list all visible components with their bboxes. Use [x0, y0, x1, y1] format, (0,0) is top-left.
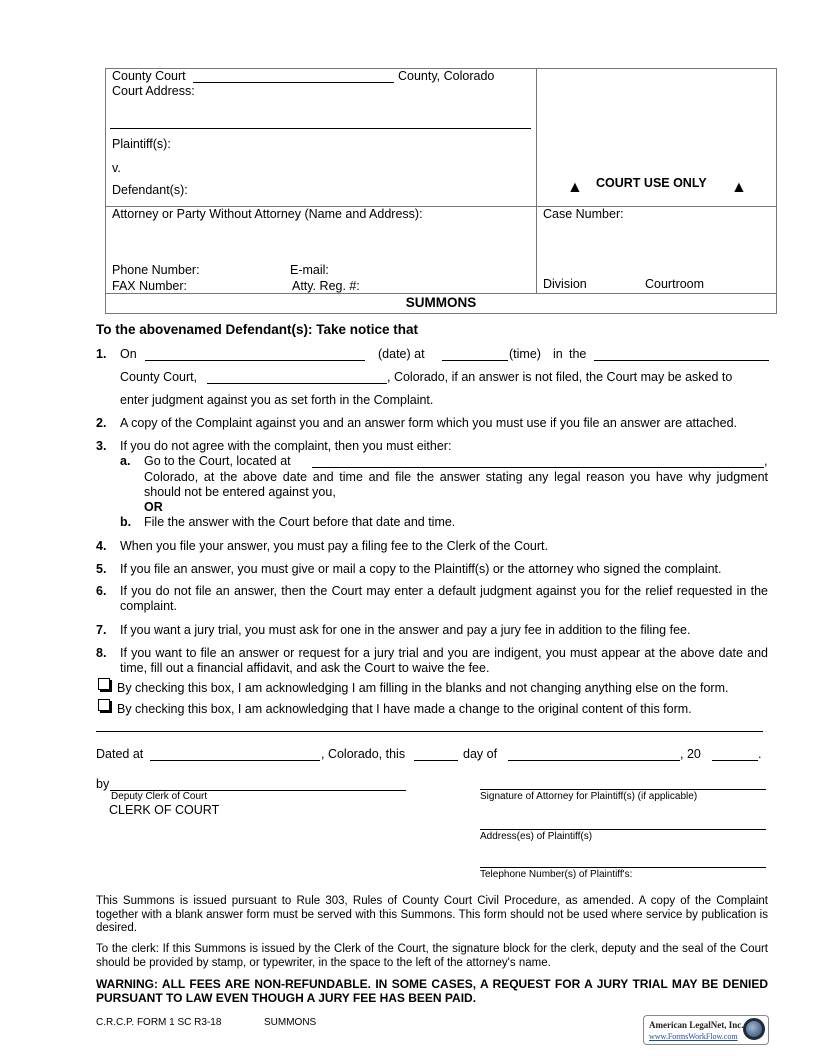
phone-label: Phone Number:: [112, 263, 200, 277]
warning-note: WARNING: ALL FEES ARE NON-REFUNDABLE. IN SOME CASES, A REQUEST FOR A JURY TRIAL MAY BE DENIED PURSUANT TO LAW EVEN THOUGH A JURY FEE HAS BEEN PAID.: [96, 977, 768, 1005]
caption-title-divider: [105, 293, 777, 294]
logo-line1: American LegalNet, Inc.: [649, 1020, 744, 1030]
courtroom-label: Courtroom: [645, 277, 705, 291]
divider-line: [96, 731, 763, 732]
item2-text: A copy of the Complaint against you and an answer form which you must use if you file an answer are attached.: [120, 416, 738, 430]
globe-icon: [743, 1018, 765, 1040]
item1-in: in: [553, 347, 563, 361]
item1-line3: enter judgment against you as set forth in the Complaint.: [120, 393, 434, 407]
county-colorado-label: County, Colorado: [398, 69, 495, 83]
item1-the: the: [569, 347, 587, 361]
comma: ,: [764, 454, 768, 468]
fax-label: FAX Number:: [112, 279, 188, 293]
acknowledge-change-checkbox[interactable]: [98, 699, 110, 711]
subitem-letter: a.: [120, 454, 131, 468]
plaintiffs-label: Plaintiff(s):: [112, 137, 171, 151]
attorney-label: Attorney or Party Without Attorney (Name and Address):: [112, 207, 423, 221]
day-of-label: day of: [463, 747, 498, 761]
month-field[interactable]: [508, 760, 680, 761]
item1-on: On: [120, 347, 137, 361]
checkbox2-label: By checking this box, I am acknowledging that I have made a change to the original content of this form.: [117, 702, 692, 716]
case-number-label: Case Number:: [543, 207, 624, 221]
item-number: 4.: [96, 539, 107, 553]
item1-date: (date) at: [378, 347, 425, 361]
plaintiff-address-field[interactable]: [480, 829, 766, 830]
county-field[interactable]: [207, 383, 387, 384]
county-court-label: County Court: [112, 69, 186, 83]
item3b-text: File the answer with the Court before that date and time.: [144, 515, 456, 529]
item1-time: (time): [509, 347, 541, 361]
publisher-logo[interactable]: [643, 1015, 769, 1045]
form-id: C.R.C.P. FORM 1 SC R3-18: [96, 1017, 222, 1028]
court-use-only-label: COURT USE ONLY: [596, 176, 707, 190]
clerk-label: CLERK OF COURT: [109, 803, 220, 817]
dated-place-field[interactable]: [150, 760, 320, 761]
item-number: 8.: [96, 646, 107, 660]
attorney-signature-label: Signature of Attorney for Plaintiff(s) (if applicable): [480, 791, 698, 802]
triangle-up-icon: ▲: [567, 179, 583, 196]
acknowledge-no-change-checkbox[interactable]: [98, 678, 110, 690]
by-label: by: [96, 777, 110, 791]
item5-text: If you file an answer, you must give or mail a copy to the Plaintiff(s) or the attorney who signed the complaint.: [120, 562, 722, 576]
or-label: OR: [144, 500, 163, 514]
atty-reg-label: Atty. Reg. #:: [292, 279, 360, 293]
addresses-label: Address(es) of Plaintiff(s): [480, 831, 593, 842]
item-number: 3.: [96, 439, 107, 453]
time-field[interactable]: [442, 360, 508, 361]
twenty-label: , 20: [680, 747, 701, 761]
clerk-note: To the clerk: If this Summons is issued by the Clerk of the Court, the signature block for the clerk, deputy and the seal of the Court should be provided by stamp, or typewriter, in the space to the left of the attorney's name.: [96, 943, 768, 969]
subitem-letter: b.: [120, 515, 132, 529]
item4-text: When you file your answer, you must pay a filing fee to the Clerk of the Court.: [120, 539, 548, 553]
attorney-signature-field[interactable]: [480, 789, 766, 790]
form-name: SUMMONS: [264, 1017, 317, 1028]
item3a-line1: Go to the Court, located at: [144, 454, 291, 468]
item6-text: If you do not file an answer, then the Court may enter a default judgment against you for the relief requested in the complaint.: [120, 584, 768, 613]
dated-at-label: Dated at: [96, 747, 144, 761]
caption-divider: [536, 68, 537, 294]
telephone-label: Telephone Number(s) of Plaintiff's:: [480, 869, 633, 880]
year-field[interactable]: [712, 760, 758, 761]
item-number: 1.: [96, 347, 107, 361]
county-name-field[interactable]: [193, 82, 394, 83]
versus-label: v.: [112, 161, 121, 175]
item3-text: If you do not agree with the complaint, then you must either:: [120, 439, 452, 453]
division-label: Division: [543, 277, 587, 291]
court-address-label: Court Address:: [112, 84, 195, 98]
intro-heading: To the abovenamed Defendant(s): Take notice that: [96, 322, 419, 337]
item-number: 7.: [96, 623, 107, 637]
checkbox1-label: By checking this box, I am acknowledging I am filling in the blanks and not changing anything else on the form.: [117, 681, 729, 695]
item-number: 5.: [96, 562, 107, 576]
item8-text: If you want to file an answer or request for a jury trial and you are indigent, you must appear at the above date and time, fill out a financial affidavit, and ask the Court to waive the fee.: [120, 646, 768, 675]
date-field[interactable]: [145, 360, 365, 361]
page-title: SUMMONS: [405, 295, 477, 310]
court-address-field[interactable]: [110, 128, 531, 129]
plaintiff-telephone-field[interactable]: [480, 867, 766, 868]
item1-county: County Court,: [120, 370, 198, 384]
email-label: E-mail:: [290, 263, 329, 277]
item-number: 6.: [96, 584, 107, 598]
deputy-label: Deputy Clerk of Court: [111, 791, 208, 802]
defendants-label: Defendant(s):: [112, 183, 188, 197]
colorado-this-label: , Colorado, this: [321, 747, 406, 761]
court-name-field[interactable]: [594, 360, 769, 361]
item-number: 2.: [96, 416, 107, 430]
triangle-up-icon: ▲: [731, 179, 747, 196]
rule-note: This Summons is issued pursuant to Rule 303, Rules of County Court Civil Procedure, as amended. A copy of the Complaint together with a blank answer form must be served with this Summons. This form should not be used where service by publication is desired.: [96, 895, 768, 934]
day-field[interactable]: [414, 760, 458, 761]
logo-line2: www.FormsWorkFlow.com: [649, 1032, 738, 1041]
item3a-rest: Colorado, at the above date and time and file the answer stating any legal reason you have why judgment should not be entered against you,: [144, 470, 768, 499]
item7-text: If you want a jury trial, you must ask for one in the answer and pay a jury fee in addition to the filing fee.: [120, 623, 691, 637]
court-location-field[interactable]: [312, 467, 764, 468]
period: .: [758, 747, 762, 761]
item1-colorado: , Colorado, if an answer is not filed, the Court may be asked to: [387, 370, 733, 384]
